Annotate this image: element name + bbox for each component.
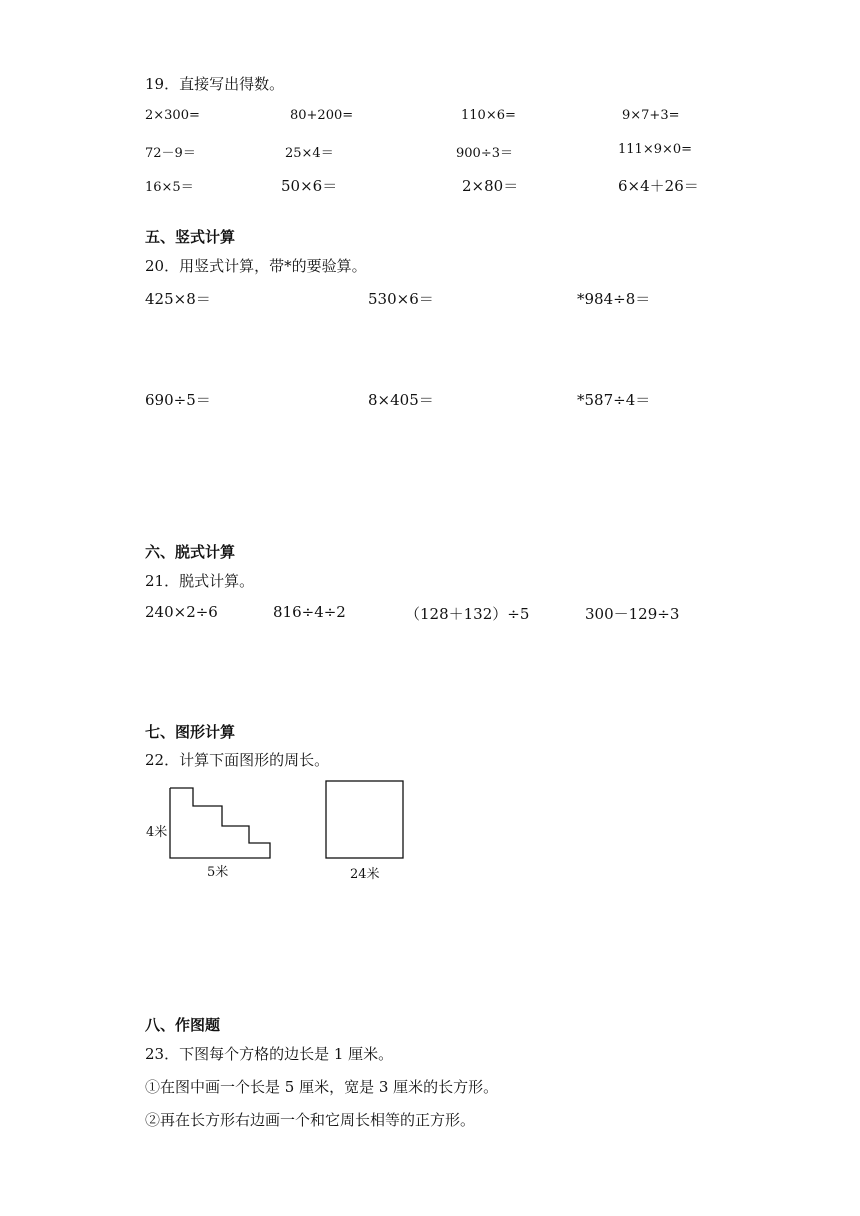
q20-r1-c2: 530×6＝ (368, 290, 434, 308)
q21-expr-2: 816÷4÷2 (273, 603, 346, 621)
q20-r1-c1: 425×8＝ (145, 290, 211, 308)
q23-title: 23．下图每个方格的边长是 1 厘米。 (145, 1045, 394, 1063)
q19-r2-c3: 900÷3＝ (456, 146, 513, 161)
q19-r1-c1: 2×300= (145, 108, 200, 123)
q19-r1-c4: 9×7+3= (622, 108, 680, 123)
q23-item-2: ②再在长方形右边画一个和它周长相等的正方形。 (145, 1111, 476, 1129)
q22-title: 22．计算下面图形的周长。 (145, 751, 330, 769)
q19-r3-c1: 16×5＝ (145, 180, 194, 195)
q19-title: 19．直接写出得数。 (145, 75, 285, 93)
q19-r1-c2: 80+200= (290, 108, 354, 123)
q23-item-1: ①在图中画一个长是 5 厘米，宽是 3 厘米的长方形。 (145, 1078, 499, 1096)
q19-r1-c3: 110×6= (461, 108, 516, 123)
fig1-height-label: 4米 (146, 825, 168, 840)
section-6-heading: 六、脱式计算 (145, 543, 236, 561)
section-5-heading: 五、竖式计算 (145, 228, 236, 246)
q19-r2-c1: 72－9＝ (145, 146, 196, 161)
q21-expr-1: 240×2÷6 (145, 603, 218, 621)
q20-r2-c2: 8×405＝ (368, 391, 434, 409)
q20-r2-c1: 690÷5＝ (145, 391, 211, 409)
q19-r3-c4: 6×4＋26＝ (618, 177, 699, 195)
q19-r2-c4: 111×9×0= (618, 142, 693, 157)
q20-title: 20．用竖式计算，带*的要验算。 (145, 257, 367, 275)
fig2-label: 24米 (350, 867, 380, 882)
fig1-width-label: 5米 (207, 865, 229, 880)
q19-r2-c2: 25×4＝ (285, 146, 334, 161)
square-figure (320, 776, 410, 866)
q21-title: 21．脱式计算。 (145, 572, 255, 590)
q19-r3-c3: 2×80＝ (462, 177, 519, 195)
q21-expr-4: 300－129÷3 (585, 605, 680, 623)
q20-r2-c3: *587÷4＝ (577, 391, 651, 409)
q21-expr-3: （128＋132）÷5 (405, 605, 530, 623)
staircase-figure (160, 778, 280, 868)
q19-r3-c2: 50×6＝ (281, 177, 338, 195)
section-7-heading: 七、图形计算 (145, 723, 236, 741)
q20-r1-c3: *984÷8＝ (577, 290, 651, 308)
section-8-heading: 八、作图题 (145, 1016, 221, 1034)
